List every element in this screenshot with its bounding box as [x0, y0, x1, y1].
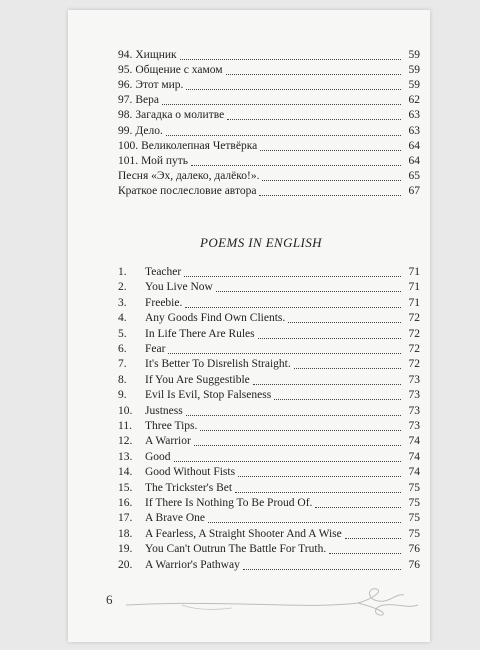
toc-entry-page: 64 [408, 154, 420, 167]
toc-entry-title: Fear [145, 343, 166, 355]
toc-entry-number: 3. [118, 296, 127, 309]
toc-entry-page: 59 [408, 49, 420, 61]
toc-entry-number: 1. [118, 266, 127, 278]
toc-dot-leader [180, 49, 401, 60]
toc-entry [118, 124, 420, 139]
toc-dot-leader [166, 125, 401, 136]
toc-entry-page: 72 [408, 343, 420, 355]
toc-entry-title: The Trickster's Bet [145, 481, 233, 494]
toc-dot-leader [168, 343, 401, 354]
toc-entry-page: 65 [408, 169, 420, 182]
toc-entry-number: 18. [118, 527, 133, 540]
toc-entry-number: 4. [118, 312, 127, 325]
toc-entry [118, 327, 420, 342]
toc-entry-page: 71 [408, 296, 420, 309]
toc-entry [118, 496, 420, 511]
toc-entry [118, 154, 420, 169]
toc-entry-number: 20. [118, 558, 133, 571]
toc-entry-number: 13. [118, 450, 133, 463]
toc-entry-number: 15. [118, 481, 133, 494]
toc-entry-title: A Warrior [145, 435, 191, 448]
toc-entry-number: 99. [118, 124, 133, 137]
toc-entry-page: 71 [408, 266, 420, 278]
toc-dot-leader [184, 266, 401, 277]
toc-entry-title: Мой путь [141, 154, 189, 167]
toc-dot-leader [200, 420, 401, 431]
toc-dot-leader [186, 79, 401, 90]
toc-entry [118, 404, 420, 419]
toc-entry-page: 72 [408, 358, 420, 371]
toc-entry-title: Дело. [135, 124, 163, 137]
toc-entry [118, 169, 420, 184]
toc-entry-page: 74 [408, 466, 420, 479]
toc-entry [118, 280, 420, 295]
toc-entry-title: Any Goods Find Own Clients. [145, 312, 286, 325]
toc-entry-title: Justness [145, 404, 183, 417]
toc-dot-leader [162, 94, 401, 105]
toc-entry-page: 64 [408, 139, 420, 152]
toc-entry-number: 97. [118, 94, 133, 107]
toc-entry-title: Three Tips. [145, 420, 198, 432]
toc-entry-title: Good Without Fists [145, 466, 236, 479]
toc-entry-number: 11. [118, 420, 132, 432]
toc-entry-title: A Brave One [145, 512, 206, 525]
toc-entry-title: A Fearless, A Straight Shooter And A Wise [145, 527, 342, 540]
toc-entry [118, 542, 420, 557]
toc-entry [118, 184, 420, 199]
toc-entry-page: 74 [408, 435, 420, 448]
toc-entry [118, 450, 420, 465]
toc-entry-number: 2. [118, 281, 127, 294]
toc-dot-leader [185, 297, 401, 308]
toc-entry-page: 63 [408, 124, 420, 137]
toc-dot-leader [329, 543, 401, 554]
toc-entry-title: If You Are Suggestible [145, 373, 250, 386]
toc-entry-title: Хищник [135, 49, 177, 61]
toc-entry-page: 75 [408, 527, 420, 540]
toc-dot-leader [288, 312, 401, 323]
toc-entry [118, 511, 420, 526]
toc-entry-number: 96. [118, 79, 133, 92]
toc-entry-page: 73 [408, 404, 420, 417]
toc-entry [118, 265, 420, 280]
toc-dot-leader [216, 281, 401, 292]
toc-dot-leader [194, 435, 401, 446]
toc-entry [118, 388, 420, 403]
toc-entry [118, 434, 420, 449]
toc-dot-leader [315, 497, 401, 508]
toc-entry-page: 59 [408, 79, 420, 92]
toc-dot-leader [260, 140, 401, 151]
toc-entry-number: 12. [118, 435, 133, 448]
toc-entry [118, 139, 420, 154]
toc-entry-title: Good [145, 450, 171, 463]
toc-entry [118, 481, 420, 496]
section-heading: POEMS IN ENGLISH [200, 235, 322, 250]
toc-entry-page: 73 [408, 373, 420, 386]
toc-entry-page: 59 [408, 64, 420, 77]
toc-entry-number: 10. [118, 404, 133, 417]
page-number: 6 [106, 592, 113, 607]
toc-dot-leader [235, 482, 401, 493]
toc-entry [118, 48, 420, 63]
toc-entry-title: Freebie. [145, 296, 183, 309]
toc-entry [118, 527, 420, 542]
toc-entry-number: 14. [118, 466, 133, 479]
toc-entry-number: 98. [118, 109, 133, 122]
toc-entry [118, 373, 420, 388]
toc-dot-leader [226, 64, 401, 75]
toc-entry-page: 63 [408, 109, 420, 122]
toc-entry-title: If There Is Nothing To Be Proud Of. [145, 497, 313, 509]
toc-dot-leader [274, 389, 401, 400]
toc-entry-page: 62 [408, 94, 420, 107]
toc-entry-number: 100. [118, 139, 139, 152]
toc-dot-leader [174, 451, 401, 462]
flourish-ornament-icon [122, 583, 442, 617]
toc-entry-page: 73 [408, 389, 420, 402]
toc-entry-title: Вера [135, 94, 160, 107]
toc-entry-title: Этот мир. [135, 79, 184, 92]
toc-entry-number: 16. [118, 497, 133, 509]
toc-entry-page: 71 [408, 281, 420, 294]
toc-entry [118, 311, 420, 326]
toc-entry-title: You Live Now [145, 281, 213, 294]
toc-entry-number: 101. [118, 154, 139, 167]
toc-entry-page: 72 [408, 312, 420, 325]
toc-entry-page: 76 [408, 543, 420, 556]
toc-entry-number: 94. [118, 49, 133, 61]
toc-entry-title: A Warrior's Pathway [145, 558, 240, 571]
toc-dot-leader [186, 405, 401, 416]
toc-entry-title: Teacher [145, 266, 182, 278]
toc-dot-leader [227, 109, 401, 120]
toc-entry-title: In Life There Are Rules [145, 327, 255, 340]
toc-dot-leader [258, 328, 401, 339]
toc-entry [118, 78, 420, 93]
toc-entry-page: 73 [408, 420, 420, 432]
toc-entry-number: 19. [118, 543, 133, 556]
toc-entry-page: 74 [408, 450, 420, 463]
toc-dot-leader [238, 466, 401, 477]
toc-entry [118, 93, 420, 108]
toc-entry-page: 76 [408, 558, 420, 571]
toc-entry-number: 8. [118, 373, 127, 386]
toc-entry [118, 419, 420, 434]
toc-entry-number: 17. [118, 512, 133, 525]
toc-entry [118, 108, 420, 123]
toc-dot-leader [243, 559, 401, 570]
toc-entry-page: 72 [408, 327, 420, 340]
toc-entry-title: Песня «Эх, далеко, далёко!». [118, 169, 260, 182]
toc-dot-leader [259, 185, 401, 196]
toc-entry [118, 63, 420, 78]
toc-entry [118, 558, 420, 573]
toc-entry-title: Общение с хамом [135, 64, 223, 77]
toc-entry-page: 67 [408, 184, 420, 197]
toc-entry-number: 6. [118, 343, 127, 355]
toc-entry-title: Краткое послесловие автора [118, 184, 257, 197]
toc-entry-title: It's Better To Disrelish Straight. [145, 358, 291, 371]
toc-dot-leader [253, 374, 401, 385]
toc-entry-number: 95. [118, 64, 133, 77]
toc-entry [118, 296, 420, 311]
toc-entry-page: 75 [408, 512, 420, 525]
toc-entry [118, 357, 420, 372]
toc-dot-leader [294, 358, 401, 369]
toc-entry [118, 465, 420, 480]
toc-dot-leader [262, 170, 401, 181]
toc-dot-leader [191, 155, 401, 166]
toc-entry-title: You Can't Outrun The Battle For Truth. [145, 543, 327, 556]
toc-entry-page: 75 [408, 481, 420, 494]
toc-entry-title: Evil Is Evil, Stop Falseness [145, 389, 272, 402]
toc-entry-page: 75 [408, 497, 420, 509]
toc-entry-number: 5. [118, 327, 127, 340]
toc-entry-number: 7. [118, 358, 127, 371]
toc-entry-title: Загадка о молитве [135, 109, 225, 122]
toc-entry-title: Великолепная Четвёрка [141, 139, 258, 152]
toc-entry-number: 9. [118, 389, 127, 402]
toc-dot-leader [345, 528, 401, 539]
toc-entry [118, 342, 420, 357]
toc-dot-leader [208, 512, 401, 523]
